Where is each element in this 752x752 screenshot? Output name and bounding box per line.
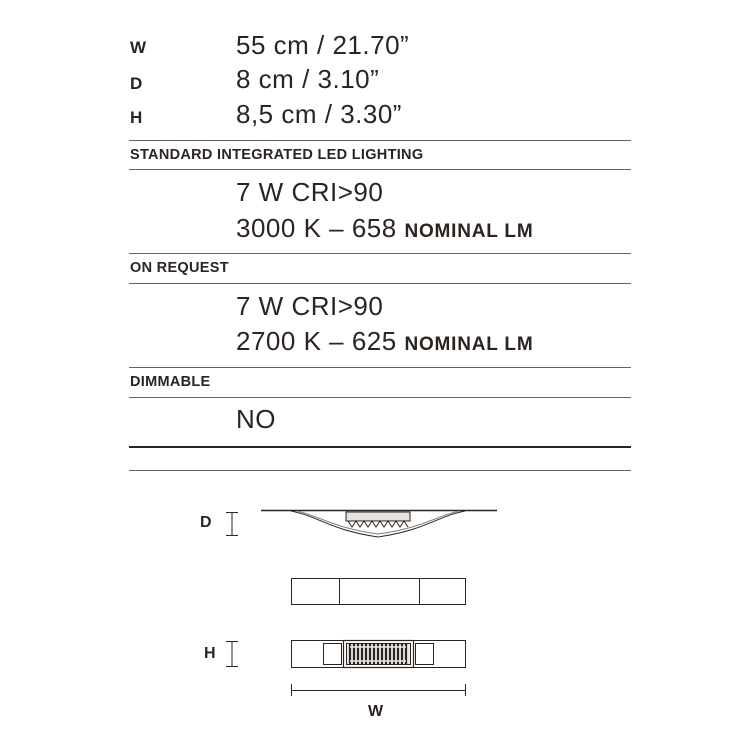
- dimmable-value: NO: [236, 404, 276, 434]
- standard-power-cri: 7 W CRI>90: [236, 177, 384, 207]
- drawing-depth-label: D: [200, 514, 212, 531]
- width-label: W: [130, 38, 147, 57]
- on-request-power-cri: 7 W CRI>90: [236, 291, 384, 321]
- depth-value: 8 cm / 3.10”: [236, 64, 380, 94]
- width-dimension-marker: [292, 684, 466, 696]
- standard-lumen-unit: NOMINAL LM: [404, 221, 534, 242]
- height-dimension-marker: [226, 642, 238, 667]
- on-request-temperature-value: 2700 K – 625: [236, 326, 397, 356]
- on-request-heading: ON REQUEST: [130, 260, 229, 276]
- dimmable-heading: DIMMABLE: [130, 374, 211, 390]
- depth-dimension-marker: [226, 513, 238, 536]
- fixture-front-view: [292, 641, 466, 668]
- standard-lighting-heading: STANDARD INTEGRATED LED LIGHTING: [130, 147, 424, 163]
- drawing-width-label: W: [368, 703, 384, 720]
- fixture-top-view: [292, 579, 466, 605]
- width-value: 55 cm / 21.70”: [236, 30, 410, 60]
- drawing-height-label: H: [204, 645, 216, 662]
- depth-label: D: [130, 74, 143, 93]
- height-label: H: [130, 108, 143, 127]
- height-value: 8,5 cm / 3.30”: [236, 99, 402, 129]
- fixture-side-profile: [261, 511, 497, 538]
- standard-temperature-value: 3000 K – 658: [236, 213, 397, 243]
- on-request-lumen-unit: NOMINAL LM: [404, 334, 534, 355]
